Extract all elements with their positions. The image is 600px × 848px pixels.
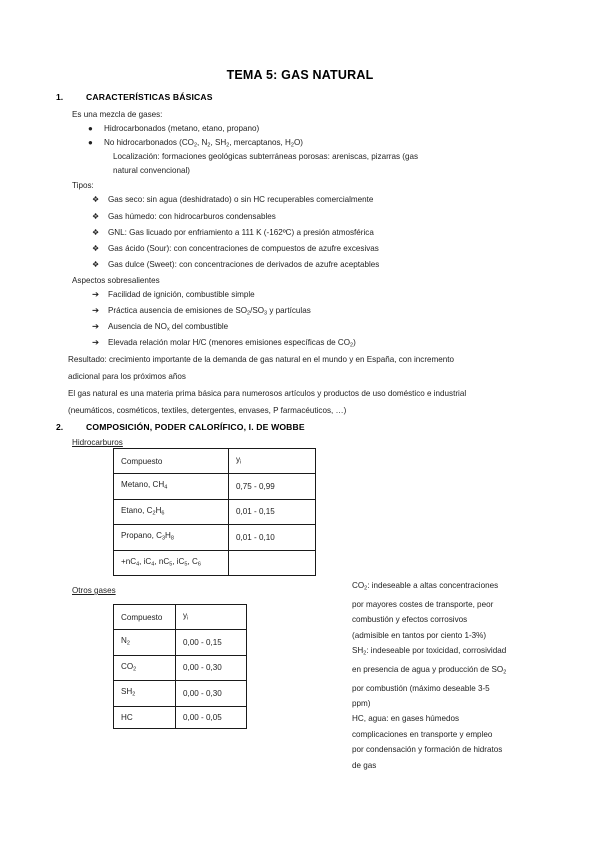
note-line: por condensación y formación de hidratos <box>352 745 503 755</box>
table-cell-compound: $N_2$ <box>114 630 176 655</box>
table-header-cell: $y_i$ <box>176 605 247 630</box>
note-line: $SH_2$: indeseable por toxicidad, corrosividad <box>352 646 507 657</box>
table-cell-value: 0,00 - 0,30 <box>176 655 247 680</box>
table-cell-value: 0,00 - 0,30 <box>176 681 247 706</box>
list-item <box>92 227 374 238</box>
table-row <box>114 474 316 499</box>
bullet-arrow-icon: ➔ <box>92 305 100 315</box>
list-item <box>92 337 356 351</box>
table-row <box>114 605 247 630</box>
table-otros-gases <box>113 604 247 729</box>
table-row <box>114 499 316 524</box>
note-line: por mayores costes de transporte, peor <box>352 599 494 609</box>
section-1-heading: CARACTERÍSTICAS BÁSICAS <box>86 92 213 102</box>
tipos-label: Tipos: <box>72 181 94 190</box>
bullet-diamond-icon: ❖ <box>92 212 100 221</box>
list-item-label: GNL: Gas licuado por enfriamiento a 111 K (-162ºC) a presión atmosférica <box>108 228 374 237</box>
list-item <box>92 243 379 254</box>
list-item-label: Práctica ausencia de emisiones de $SO_2/SO_3$ y partículas <box>108 306 311 317</box>
list-item <box>92 194 373 205</box>
table-row <box>114 630 247 655</box>
table-cell-value: 0,01 - 0,15 <box>229 499 316 524</box>
list-item-label: Ausencia de $NO_x$ del combustible <box>108 322 229 333</box>
list-item <box>92 211 276 222</box>
list-item-label: Facilidad de ignición, combustible simple <box>108 290 255 299</box>
table-cell-compound: Metano, $CH_4$ <box>114 474 229 499</box>
table-cell-value <box>229 550 316 575</box>
table-cell-compound: $+nC_4$, $iC_4$, $nC_5$, $iC_5$, $C_6$ <box>114 550 229 575</box>
table-row <box>114 681 247 706</box>
table-cell-value: 0,00 - 0,15 <box>176 630 247 655</box>
section-2-number: 2. <box>56 422 64 432</box>
table-row <box>114 449 316 474</box>
note-line: ppm) <box>352 698 371 708</box>
aspectos-label: Aspectos sobresalientes <box>72 276 160 285</box>
table-cell-compound: HC <box>114 706 176 728</box>
note-line: en presencia de agua y producción de $SO_2$ <box>352 664 507 676</box>
bullet-diamond-icon: ❖ <box>92 228 100 237</box>
subheading-hidrocarburos: Hidrocarburos <box>72 438 123 447</box>
list-item <box>92 289 255 300</box>
list-item <box>88 123 259 134</box>
list-item <box>92 321 228 335</box>
note-line: $CO_2$: indeseable a altas concentraciones <box>352 581 499 592</box>
list-item-label: Gas húmedo: con hidrocarburos condensables <box>108 212 276 221</box>
list-item <box>92 259 379 270</box>
table-header-cell: Compuesto <box>114 449 229 474</box>
table-row <box>114 525 316 550</box>
table-cell-compound: Propano, $C_3H_8$ <box>114 525 229 550</box>
list-item-label: Hidrocarbonados (metano, etano, propano) <box>104 124 260 133</box>
list-item-label: Gas dulce (Sweet): con concentraciones de derivados de azufre aceptables <box>108 260 380 269</box>
table-hidrocarburos <box>113 448 316 576</box>
table-cell-compound: $CO_2$ <box>114 655 176 680</box>
list-item-label: Gas ácido (Sour): con concentraciones de compuestos de azufre excesivas <box>108 244 379 253</box>
list-item-label: Gas seco: sin agua (deshidratado) o sin HC recuperables comercialmente <box>108 195 374 204</box>
resultado-line-2: adicional para los próximos años <box>68 372 186 381</box>
table-cell-value: 0,75 - 0,99 <box>229 474 316 499</box>
localizacion-line-1: Localización: formaciones geológicas subterráneas porosas: areniscas, pizarras (gas <box>113 152 419 161</box>
bullet-arrow-icon: ➔ <box>92 337 100 347</box>
bullet-diamond-icon: ❖ <box>92 244 100 253</box>
bullet-diamond-icon: ❖ <box>92 195 100 204</box>
notes-column <box>352 578 592 773</box>
resultado-line-1: Resultado: crecimiento importante de la demanda de gas natural en el mundo y en España, con incremento <box>68 355 455 364</box>
list-item-label: Elevada relación molar H/C (menores emisiones específicas de $CO_2$) <box>108 338 356 349</box>
table-row <box>114 655 247 680</box>
note-line: de gas <box>352 760 377 770</box>
subheading-otros-gases: Otros gases <box>72 586 116 595</box>
table-cell-value: 0,00 - 0,05 <box>176 706 247 728</box>
table-cell-compound: Etano, $C_2H_6$ <box>114 499 229 524</box>
materia-prima-line-1: El gas natural es una materia prima básica para numerosos artículos y productos de uso doméstico e industrial <box>68 389 467 398</box>
list-item <box>92 305 311 319</box>
list-item-label: No hidrocarbonados ($CO_2$, $N_2$, $SH_2$, mercaptanos, $H_2O$) <box>104 138 303 149</box>
note-line: por combustión (máximo deseable 3-5 <box>352 683 490 693</box>
table-cell-value: 0,01 - 0,10 <box>229 525 316 550</box>
materia-prima-line-2: (neumáticos, cosméticos, textiles, detergentes, envases, P farmacéuticos, …) <box>68 406 347 415</box>
bullet-dot-icon: ● <box>88 124 93 133</box>
table-cell-compound: $SH_2$ <box>114 681 176 706</box>
section-1-number: 1. <box>56 92 64 102</box>
note-line: HC, agua: en gases húmedos <box>352 714 460 724</box>
table-header-cell: Compuesto <box>114 605 176 630</box>
localizacion-line-2: natural convencional) <box>113 166 190 175</box>
note-line: combustión y efectos corrosivos <box>352 615 468 625</box>
table-header-cell: $y_i$ <box>229 449 316 474</box>
note-line: complicaciones en transporte y empleo <box>352 729 493 739</box>
bullet-arrow-icon: ➔ <box>92 321 100 331</box>
table-row <box>114 706 247 728</box>
section-1-intro: Es una mezcla de gases: <box>72 110 163 119</box>
bullet-arrow-icon: ➔ <box>92 289 100 299</box>
note-line: (admisible en tantos por ciento 1-3%) <box>352 630 487 640</box>
bullet-diamond-icon: ❖ <box>92 260 100 269</box>
section-2-heading: COMPOSICIÓN, PODER CALORÍFICO, I. DE WOBBE <box>86 422 305 432</box>
page-title: TEMA 5: GAS NATURAL <box>226 68 374 82</box>
table-row <box>114 550 316 575</box>
bullet-dot-icon: ● <box>88 138 93 147</box>
list-item <box>88 137 303 151</box>
